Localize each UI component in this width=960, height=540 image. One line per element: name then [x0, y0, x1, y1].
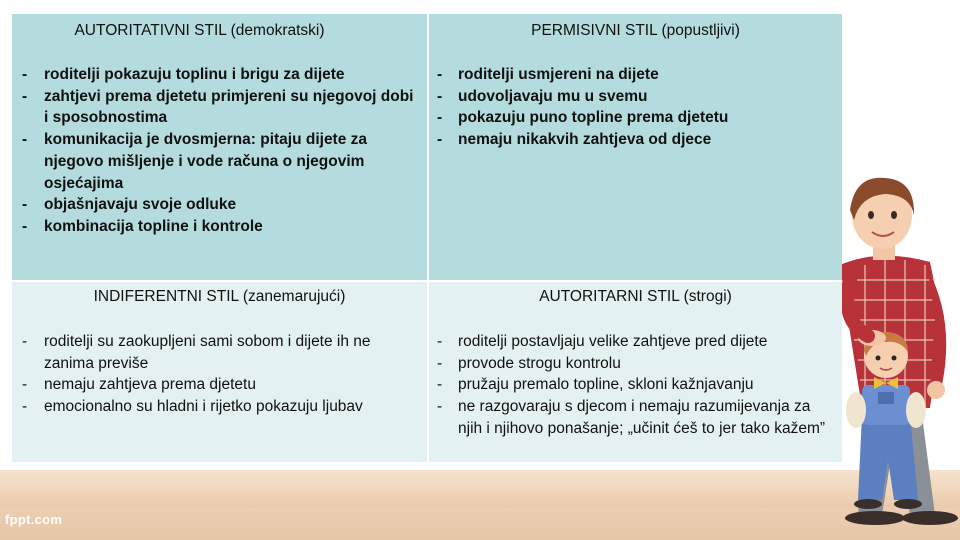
item-list — [12, 64, 421, 238]
cell-title: AUTORITARNI STIL (strogi) — [539, 288, 732, 305]
list-item: - roditelji su zaokupljeni sami sobom i dijete ih ne zanima previše — [12, 331, 421, 374]
footer-brand: fppt.com — [5, 512, 63, 527]
cell-authoritative-style — [12, 14, 427, 280]
cell-title: AUTORITATIVNI STIL (demokratski) — [74, 22, 325, 39]
list-item: - roditelji postavljaju velike zahtjeve pred dijete — [429, 331, 836, 353]
cell-permissive-style — [429, 14, 842, 280]
cell-title: PERMISIVNI STIL (popustljivi) — [531, 22, 740, 39]
list-item: - komunikacija je dvosmjerna: pitaju dijete za njegovo mišljenje i vode računa o njegovim osjećajima — [12, 129, 421, 194]
list-item: - pokazuju puno topline prema djetetu — [429, 107, 836, 129]
item-list — [12, 331, 421, 418]
list-item: - provode strogu kontrolu — [429, 353, 836, 375]
list-item: - roditelji usmjereni na dijete — [429, 64, 836, 86]
cell-indifferent-style — [12, 282, 427, 462]
list-item: - udovoljavaju mu u svemu — [429, 86, 836, 108]
list-item: - roditelji pokazuju toplinu i brigu za dijete — [12, 64, 421, 86]
list-item: - nemaju zahtjeva prema djetetu — [12, 374, 421, 396]
list-item: - objašnjavaju svoje odluke — [12, 194, 421, 216]
item-list — [429, 331, 836, 440]
list-item: - nemaju nikakvih zahtjeva od djece — [429, 129, 836, 151]
list-item: - zahtjevi prema djetetu primjereni su njegovoj dobi i sposobnostima — [12, 86, 421, 129]
cell-authoritarian-style — [429, 282, 842, 462]
cell-title: INDIFERENTNI STIL (zanemarujući) — [93, 288, 346, 305]
item-list — [429, 64, 836, 151]
list-item: - kombinacija topline i kontrole — [12, 216, 421, 238]
list-item: - pružaju premalo topline, skloni kažnjavanju — [429, 374, 836, 396]
parenting-styles-table — [12, 14, 842, 462]
list-item: - ne razgovaraju s djecom i nemaju razumijevanja za njih i njihovo ponašanje; „učinit ćeš to jer tako kažem” — [429, 396, 836, 439]
list-item: - emocionalno su hladni i rijetko pokazuju ljubav — [12, 396, 421, 418]
